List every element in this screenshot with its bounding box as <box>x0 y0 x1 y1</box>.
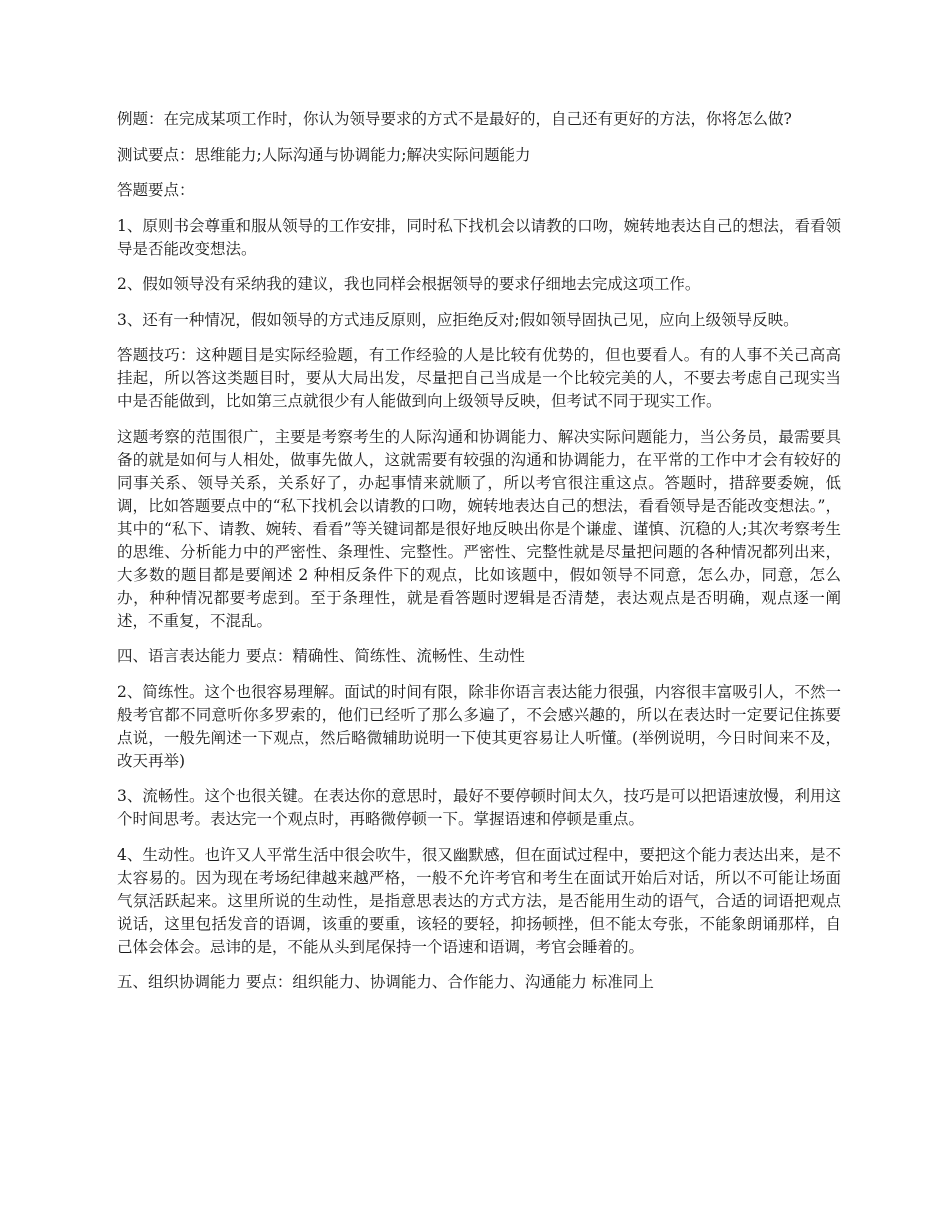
answer-point-2: 2、假如领导没有采纳我的建议，我也同样会根据领导的要求仔细地去完成这项工作。 <box>117 275 701 293</box>
section-language-heading: 四、语言表达能力 要点：精确性、简练性、流畅性、生动性 <box>117 647 525 665</box>
test-points: 测试要点：思维能力;人际沟通与协调能力;解决实际问题能力 <box>117 145 531 164</box>
language-point-4: 4、生动性。也许又人平常生活中很会吹牛，很又幽默感，但在面试过程中，要把这个能力表达出来，是不太容易的。因为现在考场纪律越来越严格，一般不允许考官和考生在面试开始后对话，所以不可能让场面气氛活跃起来。这里所说的生动性，是指意思表达的方式方法，是否能用生动的语气，合适的词语把观点说话，这里包括发音的语调，该重的要重，该轻的要轻，抑扬顿挫，但不能太夸张，不能象朗诵那样，自己体会体会。忌讳的是，不能从头到尾保持一个语速和语调，考官会睡着的。 <box>117 845 841 956</box>
answer-point-1: 1、原则书会尊重和服从领导的工作安排，同时私下找机会以请教的口吻，婉转地表达自己的想法，看看领导是否能改变想法。 <box>117 216 841 258</box>
analysis-paragraph: 这题考察的范围很广，主要是考察考生的人际沟通和协调能力、解决实际问题能力，当公务员，最需要具备的就是如何与人相处，做事先做人，这就需要有较强的沟通和协调能力，在平常的工作中才会有较好的同事关系、领导关系，关系好了，办起事情来就顺了，所以考官很注重这点。答题时，措辞要委婉，低调，比如答题要点中的“私下找机会以请教的口吻，婉转地表达自己的想法，看看领导是否能改变想法。”，其中的“私下、请教、婉转、看看”等关键词都是很好地反映出你是个谦虚、谨慎、沉稳的人;其次考察考生的思维、分析能力中的严密性、条理性、完整性。严密性、完整性就是尽量把问题的各种情况都列出来，大多数的题目都是要阐述 2 种相反条件下的观点，比如该题中，假如领导不同意，怎么办，同意，怎么办，种种情况都要考虑到。至于条理性，就是看答题时逻辑是否清楚，表达观点是否明确，观点逐一阐述，不重复，不混乱。 <box>117 427 841 630</box>
answer-tips: 答题技巧：这种题目是实际经验题，有工作经验的人是比较有优势的，但也要看人。有的人事不关己高高挂起，所以答这类题目时，要从大局出发，尽量把自己当成是一个比较完美的人，不要去考虑自己现实当中是否能做到，比如第三点就很少有人能做到向上级领导反映，但考试不同于现实工作。 <box>117 346 841 410</box>
document-body <box>117 108 841 1007</box>
language-point-3: 3、流畅性。这个也很关键。在表达你的意思时，最好不要停顿时间太久，技巧是可以把语速放慢，利用这个时间思考。表达完一个观点时，再略微停顿一下。掌握语速和停顿是重点。 <box>117 787 841 828</box>
example-question: 例题：在完成某项工作时，你认为领导要求的方式不是最好的，自己还有更好的方法，你将怎么做? <box>117 110 792 128</box>
answer-points-heading: 答题要点： <box>117 181 195 199</box>
language-point-2: 2、简练性。这个也很容易理解。面试的时间有限，除非你语言表达能力很强，内容很丰富吸引人，不然一般考官都不同意听你多罗索的，他们已经听了那么多遍了，不会感兴趣的，所以在表达时一定要记住拣要点说，一般先阐述一下观点，然后略微辅助说明一下使其更容易让人听懂。(举例说明，今日时间来不及，改天再举) <box>117 682 841 770</box>
section-organization-heading: 五、组织协调能力 要点：组织能力、协调能力、合作能力、沟通能力 标准同上 <box>117 973 654 991</box>
answer-point-3: 3、还有一种情况，假如领导的方式违反原则，应拒绝反对;假如领导固执己见，应向上级领导反映。 <box>117 310 799 329</box>
